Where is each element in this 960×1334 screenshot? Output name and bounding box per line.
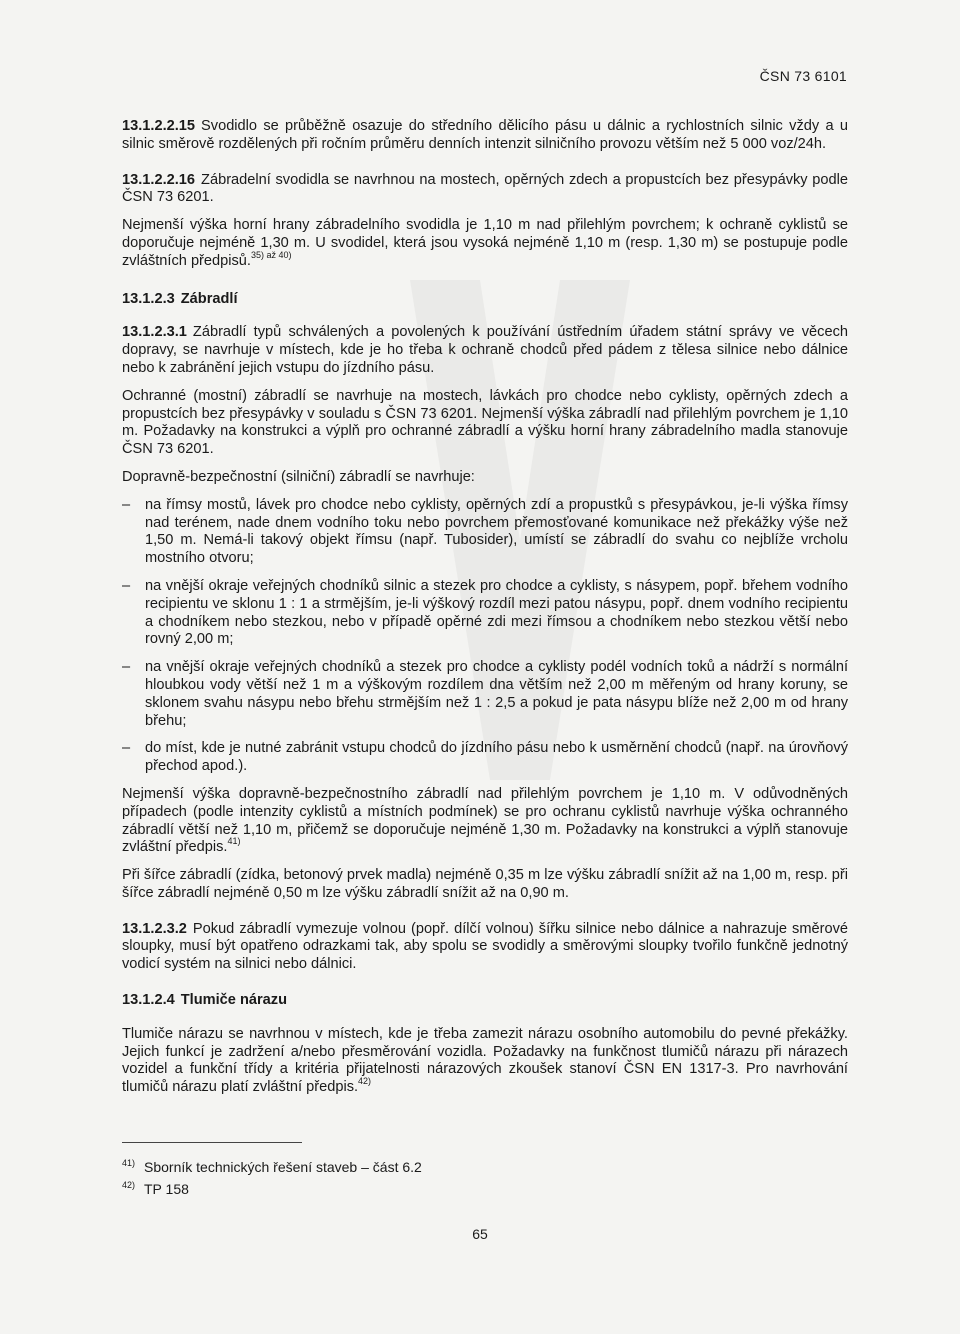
paragraph-13-1-2-2-16 xyxy=(122,172,848,208)
paragraph-13-1-2-3-2 xyxy=(122,921,848,974)
paragraph-13-1-2-3-1 xyxy=(122,324,848,377)
paragraph-text: Pokud zábradlí vymezuje volnou (popř. dílčí volnou) šířku silnice nebo dálnice a nahrazuje směrové sloupky, musí být opatřeno odrazkami tak, aby spolu se svodidly a směrovými sloupky tvořilo funkčně jednotný vodicí systém na silnici nebo dálnici. xyxy=(122,920,848,973)
railing-placement-list xyxy=(122,497,848,776)
dash-bullet: – xyxy=(122,496,131,513)
paragraph-protective-railing: Ochranné (mostní) zábradlí se navrhuje na mostech, lávkách pro chodce nebo cyklisty, opěrných zdech a propustcích bez přesypávky v souladu s ČSN 73 6201. Nejmenší výška zábradlí nad přilehlým povrchem je 1,10 m. Požadavky na konstrukci a výplň pro ochranné zábradlí a výšku horní hrany zábradelního madla stanovuje ČSN 73 6201. xyxy=(122,387,848,458)
paragraph-text: Svodidlo se průběžně osazuje do středního dělicího pásu u dálnic a rychlostních silnic vždy a u silnic směrově rozdělených při ročním průměru denních intenzit silničního provozu větším než 5 000 voz/24h. xyxy=(122,118,848,152)
list-item xyxy=(122,659,848,730)
list-item-text: do míst, kde je nutné zabránit vstupu chodců do jízdního pásu nebo k usměrnění chodců (např. na úrovňový přechod apod.). xyxy=(145,740,848,775)
footnote-text: TP 158 xyxy=(144,1181,189,1197)
dash-bullet: – xyxy=(122,740,131,757)
paragraph-road-railing-height xyxy=(122,786,848,857)
footnotes xyxy=(122,1156,422,1200)
section-number: 13.1.2.3.2 xyxy=(122,920,187,937)
footnote-mark: 42) xyxy=(122,1180,136,1190)
paragraph-13-1-2-2-15 xyxy=(122,118,848,154)
footnote xyxy=(122,1178,422,1200)
paragraph-guardrail-height xyxy=(122,217,848,270)
list-item xyxy=(122,578,848,649)
footnote-ref: 35) až 40) xyxy=(250,249,292,260)
paragraph-road-railing-intro: Dopravně-bezpečnostní (silniční) zábradlí se navrhuje: xyxy=(122,468,475,485)
footnote-mark: 41) xyxy=(122,1158,136,1168)
list-item xyxy=(122,497,848,568)
page-number: 65 xyxy=(472,1226,488,1242)
paragraph-railing-width: Při šířce zábradlí (zídka, betonový prvek madla) nejméně 0,35 m lze výšku zábradlí snížit až na 1,00 m, resp. při šířce zábradlí nejméně 0,50 m lze výšku zábradlí snížit až na 0,90 m. xyxy=(122,867,848,901)
list-item-text: na vnější okraje veřejných chodníků silnic a stezek pro chodce a cyklisty, s násypem, popř. břehem vodního recipientu ve sklonu 1 : 1 a strmějším, je-li výškový rozdíl mezi patou násypu, popř. dnem vodního recipientu a chodníkem nebo stezkou, nebo v případě opěrné zdi mezi římsou a chodníkem nebo stezkou větší nebo rovný 2,00 m; xyxy=(145,577,848,648)
section-heading-zabradli xyxy=(122,291,848,309)
section-number: 13.1.2.2.16 xyxy=(122,171,196,188)
dash-bullet: – xyxy=(122,659,131,676)
list-item xyxy=(122,740,848,776)
dash-bullet: – xyxy=(122,577,131,594)
footnote-text: Sborník technických řešení staveb – část 6.2 xyxy=(144,1159,422,1175)
paragraph-text: Zábradlí typů schválených a povolených k používání ústředním úřadem státní správy ve věcech dopravy, se navrhuje v místech, kde je ho třeba k ochraně chodců před pádem z tělesa silnice nebo dálnice nebo k zabránění jejich vstupu do jízdního pásu. xyxy=(122,324,848,376)
footnote-divider xyxy=(122,1142,302,1143)
section-number: 13.1.2.4 xyxy=(122,992,175,1009)
footnote xyxy=(122,1156,422,1178)
section-title: Tlumiče nárazu xyxy=(180,992,287,1009)
section-number: 13.1.2.2.15 xyxy=(122,118,196,134)
footnote-ref: 42) xyxy=(358,1076,372,1087)
paragraph-crash-cushions xyxy=(122,1026,848,1097)
section-number: 13.1.2.3.1 xyxy=(122,324,187,341)
section-title: Zábradlí xyxy=(180,290,238,307)
page-content xyxy=(122,118,848,1107)
section-number: 13.1.2.3 xyxy=(122,290,175,307)
paragraph-text: Tlumiče nárazu se navrhnou v místech, kde je třeba zamezit nárazu osobního automobilu do pevné překážky. Jejich funkcí je zadržení a/nebo přesměrování vozidla. Požadavky na funkčnost tlumičů nárazu při nárazech vozidel a funkční třídy a kritéria přijatelnosti nárazových zkoušek stanoví ČSN EN 1317-3. Pro navrhování tlumičů nárazu platí zvláštní předpis. xyxy=(122,1025,848,1096)
list-item-text: na římsy mostů, lávek pro chodce nebo cyklisty, opěrných zdí a propustků s přesypávkou, je-li výška římsy nad terénem, nade dnem vodního toku nebo povrchem přemosťované komunikace než překážky výše než 1,50 m. Nemá-li takový objekt římsu (např. Tubosider), umístí se zábradlí do svahu co nejblíže vrcholu mostního otvoru; xyxy=(145,496,848,567)
paragraph-text: Zábradelní svodidla se navrhnou na mostech, opěrných zdech a propustcích bez přesypávky podle ČSN 73 6201. xyxy=(122,171,848,206)
paragraph-text: Nejmenší výška horní hrany zábradelního svodidla je 1,10 m nad přilehlým povrchem; k ochraně cyklistů se doporučuje nejméně 1,30 m. U svodidel, která jsou vysoká nejméně 1,10 m (resp. 1,30 m) se postupuje podle zvláštních předpisů. xyxy=(122,217,848,269)
standard-designation: ČSN 73 6101 xyxy=(759,68,847,84)
paragraph-text: Nejmenší výška dopravně-bezpečnostního zábradlí nad přilehlým povrchem je 1,10 m. V odůvodněných případech (podle intenzity cyklistů a místních podmínek) se pro ochranu cyklistů navrhuje výška ochranného zábradlí větší než 1,10 m, přičemž se doporučuje nejméně 1,30 m. Požadavky na konstrukci a výplň stanovuje zvláštní předpis. xyxy=(122,785,848,856)
footnote-ref: 41) xyxy=(227,836,241,847)
list-item-text: na vnější okraje veřejných chodníků a stezek pro chodce a cyklisty podél vodních toků a nádrží s normální hloubkou vody větší než 1 m a výškovým rozdílem dna větším než 2,00 m měřeným od hrany koruny, se sklonem svahu násypu nebo břehu strmějším než 1 : 2,5 a pokud je pata násypu blíže než 2,00 m od hrany břehu; xyxy=(145,659,848,729)
section-heading-tlumice xyxy=(122,992,848,1010)
